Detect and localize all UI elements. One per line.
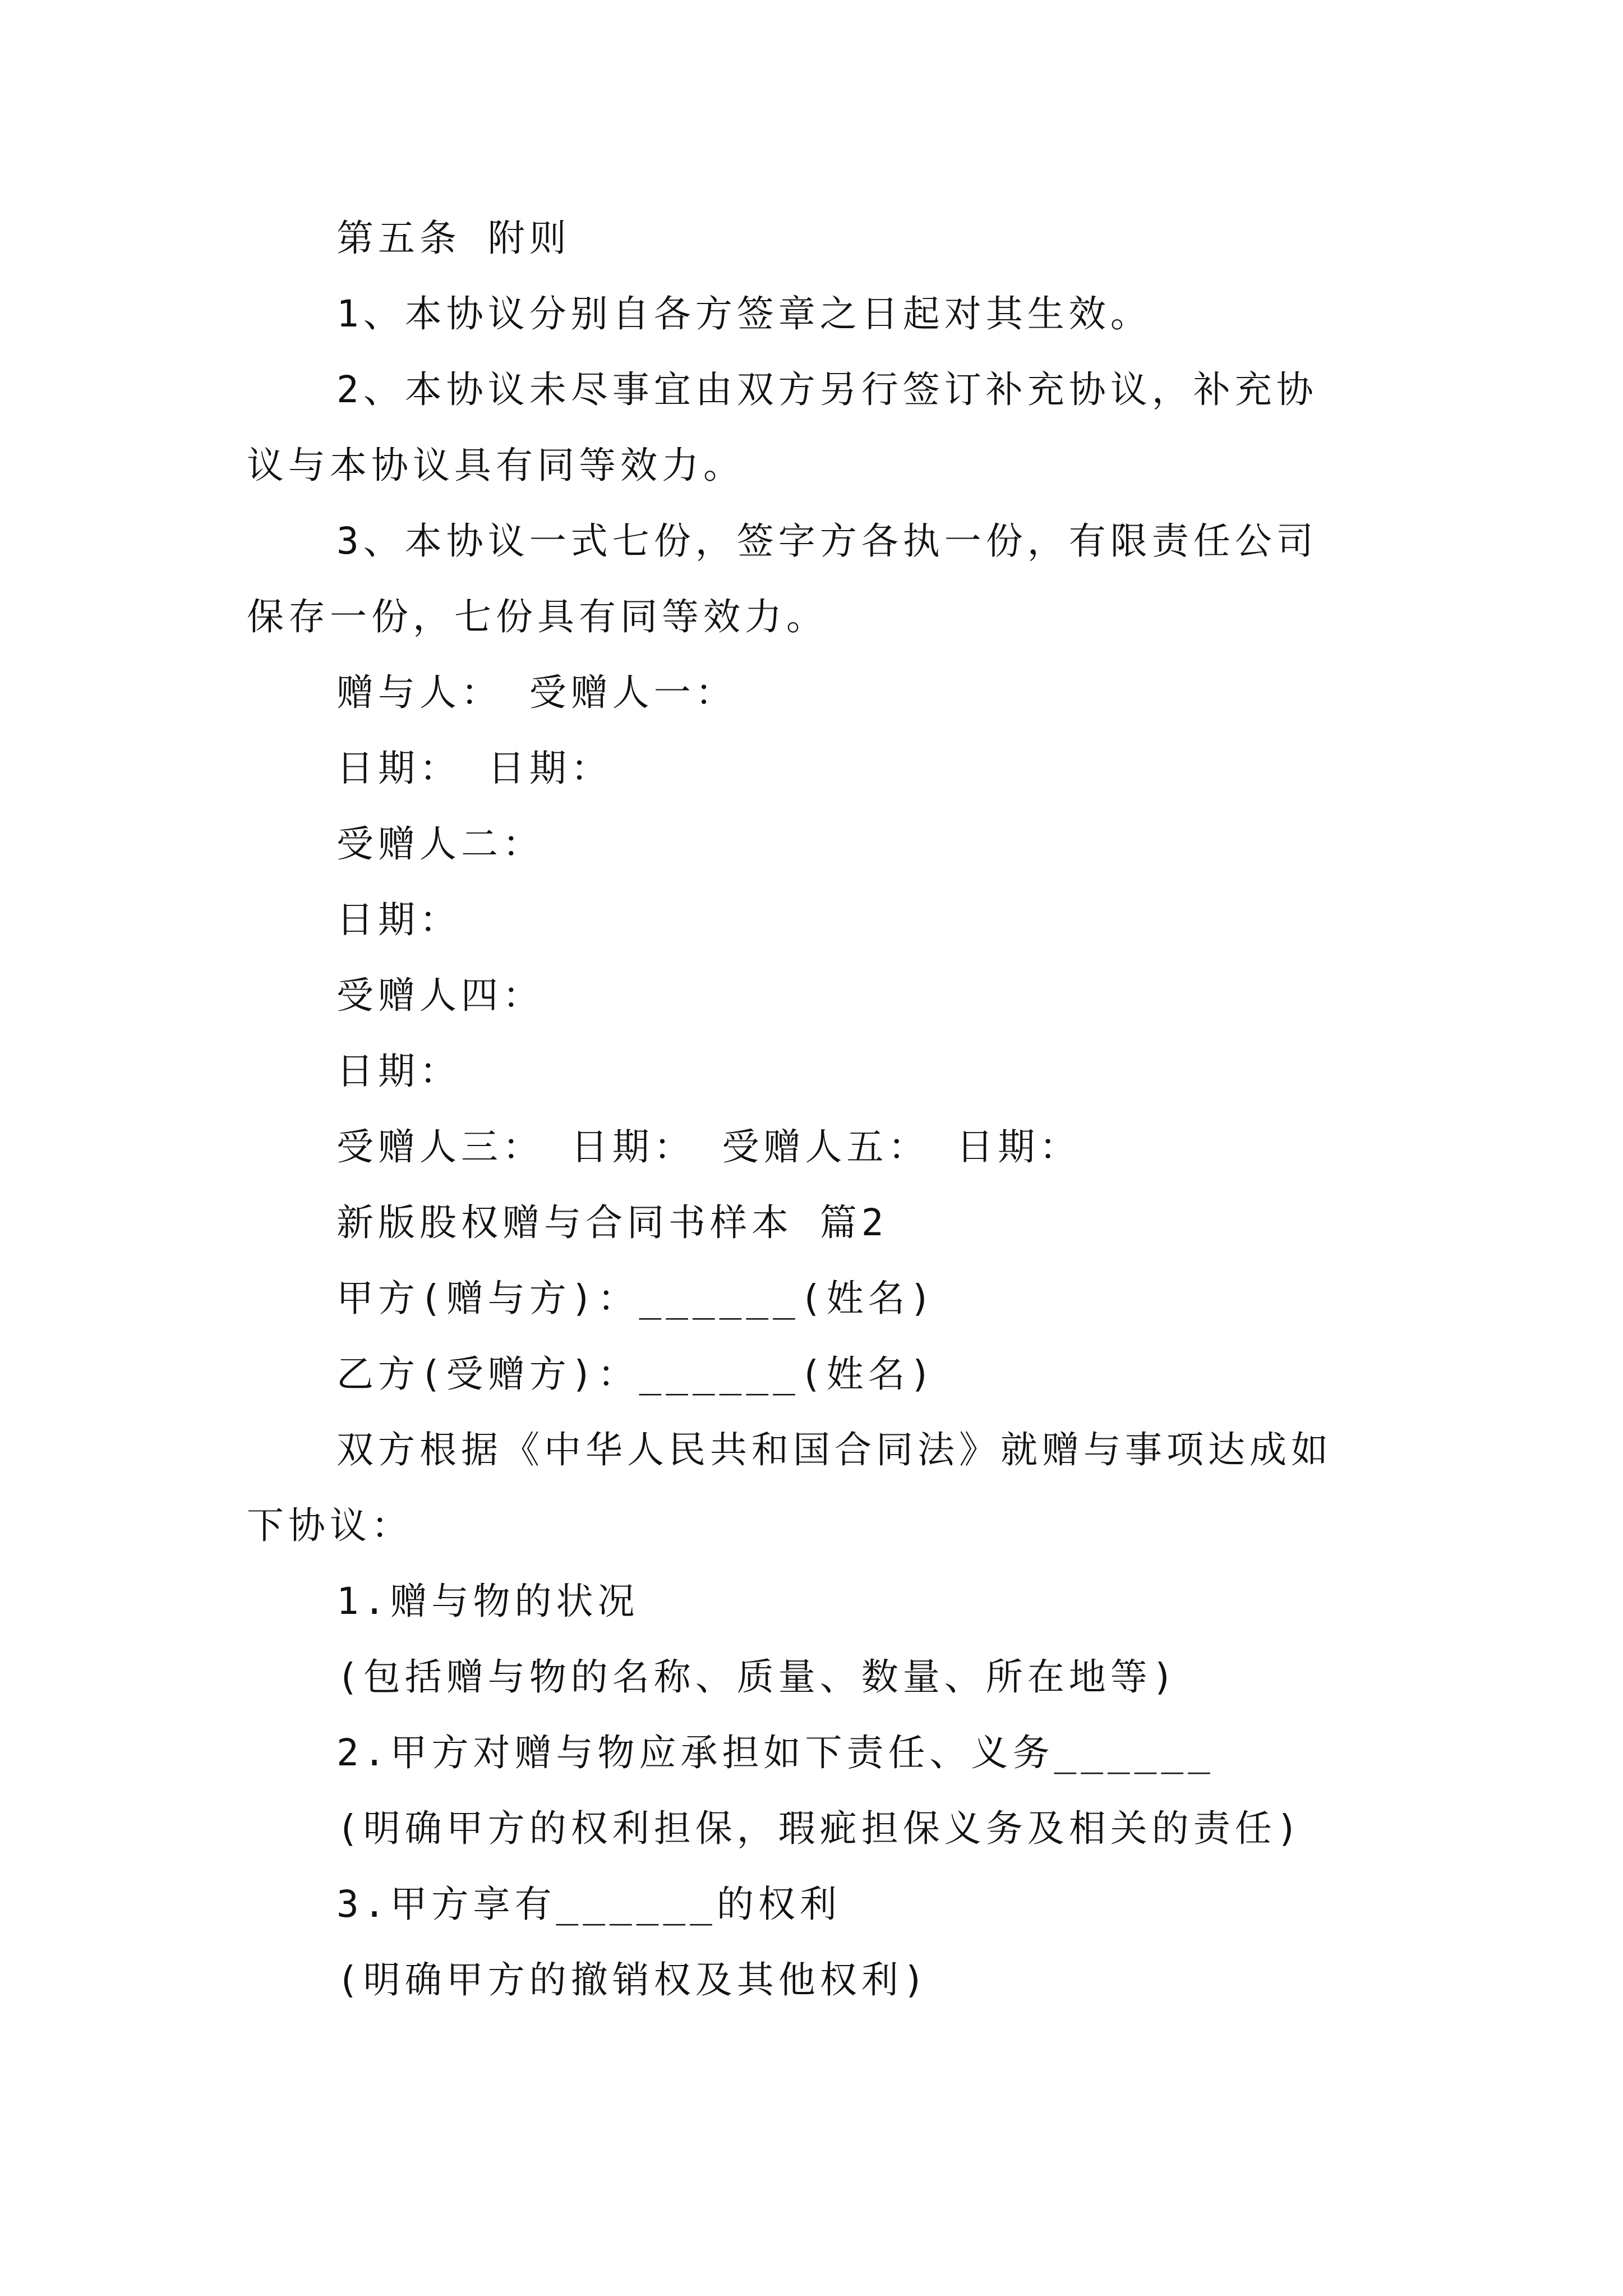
item-1-note: (包括赠与物的名称、质量、数量、所在地等)	[336, 1655, 1179, 1699]
item-3: 3.甲方享有______的权利	[336, 1883, 841, 1926]
party-a: 甲方(赠与方)：______(姓名)	[336, 1277, 937, 1320]
clause-3-line-2: 保存一份，七份具有同等效力。	[247, 595, 828, 638]
preamble-line-1: 双方根据《中华人民共和国合同法》就赠与事项达成如	[336, 1428, 1332, 1471]
item-2: 2.甲方对赠与物应承担如下责任、义务______	[336, 1731, 1215, 1774]
signature-donee-3-5: 受赠人三： 日期： 受赠人五： 日期：	[336, 1125, 1081, 1168]
signature-date-1: 日期： 日期：	[336, 747, 612, 790]
signature-donor: 赠与人： 受赠人一：	[336, 671, 737, 714]
item-3-note: (明确甲方的撤销权及其他权利)	[336, 1958, 930, 2001]
signature-date-2: 日期：	[336, 898, 461, 941]
item-1: 1.赠与物的状况	[336, 1580, 639, 1623]
item-2-note: (明确甲方的权利担保，瑕疵担保义务及相关的责任)	[336, 1807, 1303, 1850]
clause-2-line-2: 议与本协议具有同等效力。	[247, 444, 745, 487]
signature-donee-4: 受赠人四：	[336, 974, 544, 1017]
party-b: 乙方(受赠方)：______(姓名)	[336, 1352, 937, 1396]
section-title: 新版股权赠与合同书样本 篇2	[336, 1201, 888, 1244]
article-heading: 第五条 附则	[336, 217, 571, 260]
clause-3-line-1: 3、本协议一式七份，签字方各执一份，有限责任公司	[336, 519, 1318, 563]
clause-2-line-1: 2、本协议未尽事宜由双方另行签订补充协议，补充协	[336, 368, 1318, 411]
signature-donee-2: 受赠人二：	[336, 822, 544, 866]
signature-date-3: 日期：	[336, 1050, 461, 1093]
preamble-line-2: 下协议：	[247, 1504, 413, 1547]
clause-1: 1、本协议分别自各方签章之日起对其生效。	[336, 292, 1152, 335]
